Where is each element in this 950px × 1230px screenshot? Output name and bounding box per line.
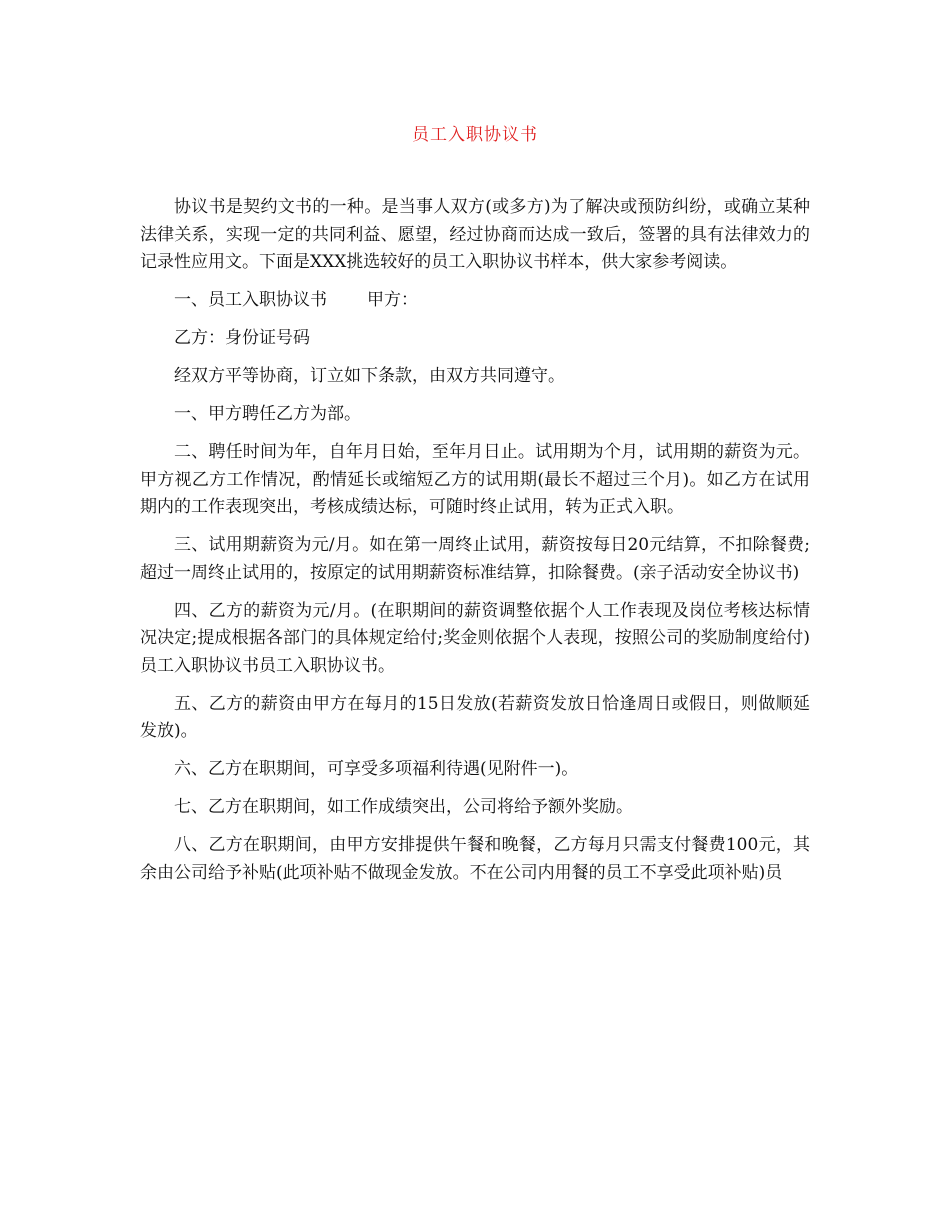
clause-4: 四、乙方的薪资为元/月。(在职期间的薪资调整依据个人工作表现及岗位考核达标情况决定;提成根据各部门的具体规定给付;奖金则依据个人表现，按照公司的奖励制度给付)员工入职协议书员工入职协议书。: [140, 600, 810, 676]
clause-1: 一、甲方聘任乙方为部。: [174, 404, 361, 424]
document-title: 员工入职协议书: [412, 125, 538, 145]
clause-3: 三、试用期薪资为元/月。如在第一周终止试用，薪资按每日20元结算，不扣除餐费;超过一周终止试用的，按原定的试用期薪资标准结算，扣除餐费。(亲子活动安全协议书): [140, 535, 810, 583]
document-body: [140, 194, 810, 898]
heading-line: [140, 287, 810, 315]
party-b-line: 乙方：身份证号码: [174, 328, 310, 348]
heading-line-left: 一、员工入职协议书: [174, 290, 327, 310]
clause-8: 八、乙方在职期间，由甲方安排提供午餐和晚餐，乙方每月只需支付餐费100元，其余由公司给予补贴(此项补贴不做现金发放。不在公司内用餐的员工不享受此项补贴)员: [140, 835, 810, 883]
heading-line-right: 甲方：: [367, 290, 418, 310]
intro-paragraph: 协议书是契约文书的一种。是当事人双方(或多方)为了解决或预防纠纷，或确立某种法律关系，实现一定的共同利益、愿望，经过协商而达成一致后，签署的具有法律效力的记录性应用文。下面是XXX挑选较好的员工入职协议书样本，供大家参考阅读。: [140, 197, 810, 272]
clause-7: 七、乙方在职期间，如工作成绩突出，公司将给予额外奖励。: [174, 797, 633, 817]
clause-5: 五、乙方的薪资由甲方在每月的15日发放(若薪资发放日恰逢周日或假日，则做顺延发放)。: [140, 693, 810, 741]
clause-2: 二、聘任时间为年，自年月日始，至年月日止。试用期为个月，试用期的薪资为元。甲方视乙方工作情况，酌情延长或缩短乙方的试用期(最长不超过三个月)。如乙方在试用期内的工作表现突出，考核成绩达标，可随时终止试用，转为正式入职。: [140, 442, 810, 517]
agreement-line: 经双方平等协商，订立如下条款，由双方共同遵守。: [174, 366, 565, 386]
clause-6: 六、乙方在职期间，可享受多项福利待遇(见附件一)。: [174, 759, 579, 779]
